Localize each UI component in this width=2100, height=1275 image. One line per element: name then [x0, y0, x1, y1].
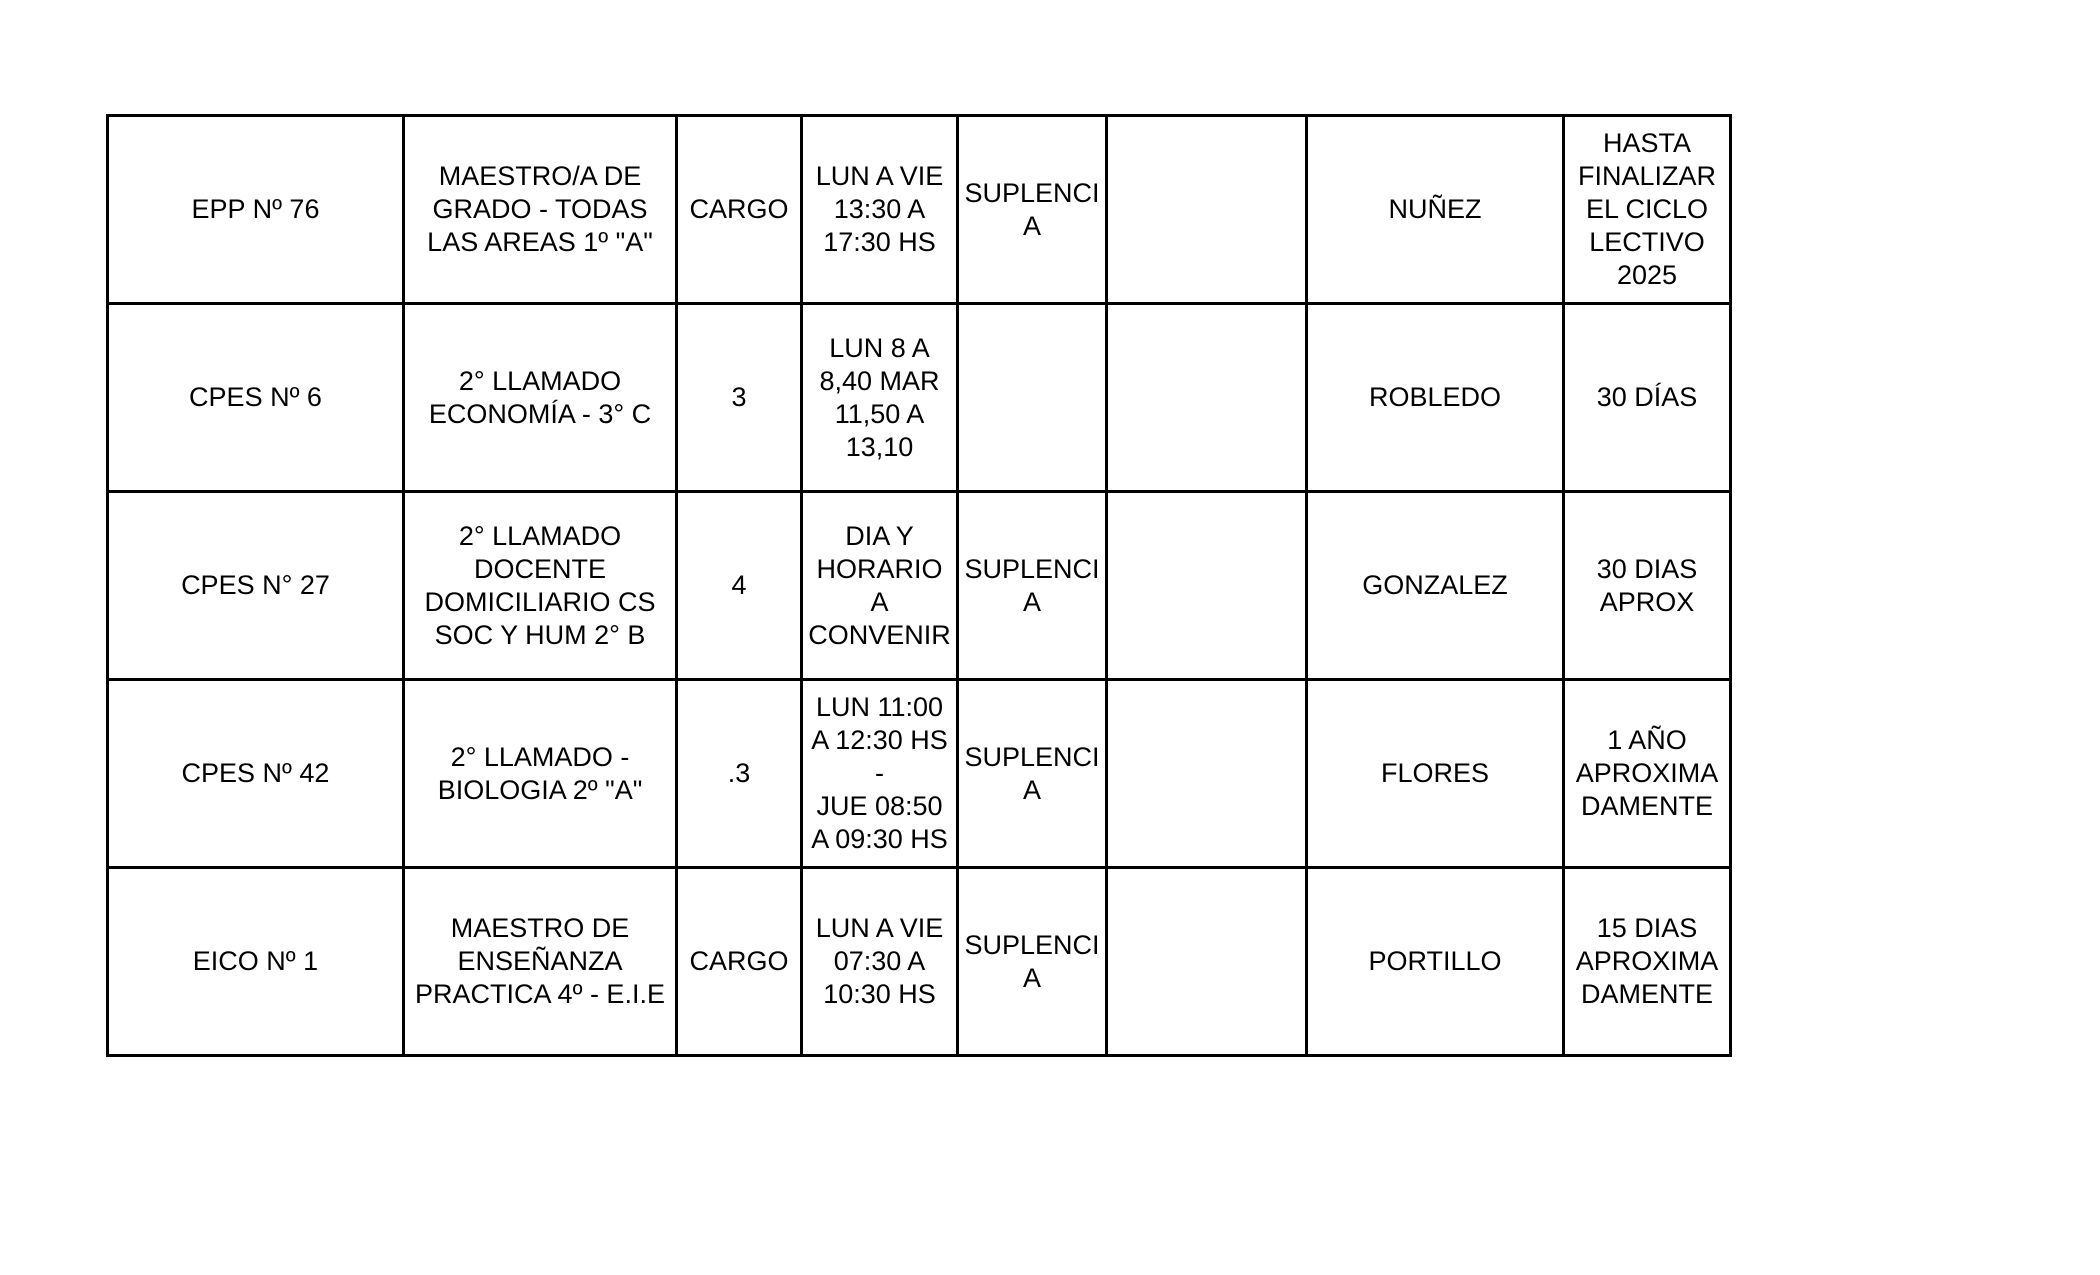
name-cell — [1307, 680, 1564, 868]
hours-text: .3 — [727, 758, 751, 788]
school-cell — [108, 492, 404, 680]
hours-text: 4 — [731, 570, 747, 600]
duration-cell — [1564, 868, 1731, 1056]
duration-text: 30 DIAS APROX — [1596, 553, 1698, 617]
position-cell — [404, 492, 677, 680]
position-cell — [404, 680, 677, 868]
hours-cell — [677, 492, 802, 680]
blank-cell — [1107, 304, 1307, 492]
duration-cell — [1564, 492, 1731, 680]
schedule-cell — [802, 304, 958, 492]
hours-cell — [677, 868, 802, 1056]
schedule-cell — [802, 116, 958, 304]
position-cell — [404, 116, 677, 304]
duration-cell — [1564, 116, 1731, 304]
school-cell — [108, 304, 404, 492]
duration-text: HASTA FINALIZAR EL CICLO LECTIVO 2025 — [1577, 128, 1717, 290]
schedule-cell — [802, 492, 958, 680]
school-text: EICO Nº 1 — [192, 946, 319, 976]
name-text: NUÑEZ — [1388, 194, 1482, 224]
duration-text: 1 AÑO APROXIMA DAMENTE — [1575, 725, 1719, 821]
duration-text: 30 DÍAS — [1596, 382, 1698, 412]
blank-cell — [1107, 492, 1307, 680]
school-text: CPES Nº 6 — [189, 382, 322, 412]
school-text: CPES N° 27 — [181, 570, 330, 600]
hours-cell — [677, 116, 802, 304]
hours-text: CARGO — [689, 946, 789, 976]
duration-text: 15 DIAS APROXIMA DAMENTE — [1575, 913, 1719, 1009]
school-cell — [108, 868, 404, 1056]
table-row — [108, 116, 1731, 304]
table-row — [108, 304, 1731, 492]
table-row — [108, 492, 1731, 680]
position-cell — [404, 304, 677, 492]
school-cell — [108, 116, 404, 304]
schedule-cell — [802, 868, 958, 1056]
blank-cell — [1107, 116, 1307, 304]
schedule-text: LUN 8 A 8,40 MAR 11,50 A 13,10 — [819, 332, 940, 462]
name-cell — [1307, 868, 1564, 1056]
type-cell — [958, 680, 1107, 868]
schedule-text: LUN A VIE 07:30 A 10:30 HS — [815, 913, 944, 1009]
school-text: EPP Nº 76 — [191, 194, 320, 224]
hours-text: 3 — [731, 382, 747, 412]
position-text: 2° LLAMADO - BIOLOGIA 2º "A" — [437, 741, 643, 805]
position-text: 2° LLAMADO ECONOMÍA - 3° C — [428, 365, 652, 429]
type-cell — [958, 116, 1107, 304]
school-cell — [108, 680, 404, 868]
table-row — [108, 868, 1731, 1056]
name-text: ROBLEDO — [1368, 382, 1502, 412]
hours-cell — [677, 680, 802, 868]
hours-cell — [677, 304, 802, 492]
position-text: MAESTRO/A DE GRADO - TODAS LAS AREAS 1º "A" — [427, 161, 653, 257]
schedule-text: LUN A VIE 13:30 A 17:30 HS — [815, 161, 944, 257]
table-row — [108, 680, 1731, 868]
name-cell — [1307, 116, 1564, 304]
type-text: SUPLENCI A — [964, 929, 1100, 993]
duration-cell — [1564, 680, 1731, 868]
type-cell — [958, 868, 1107, 1056]
name-text: GONZALEZ — [1362, 570, 1508, 600]
schedule-cell — [802, 680, 958, 868]
type-text: SUPLENCI A — [964, 553, 1100, 617]
name-text: FLORES — [1380, 758, 1490, 788]
type-cell — [958, 304, 1107, 492]
schedule-text: LUN 11:00 A 12:30 HS - JUE 08:50 A 09:30 HS — [811, 692, 948, 854]
type-text: SUPLENCI A — [964, 177, 1100, 241]
vacancies-table — [106, 114, 1732, 1057]
type-text: SUPLENCI A — [964, 741, 1100, 805]
school-text: CPES Nº 42 — [181, 758, 330, 788]
position-text: MAESTRO DE ENSEÑANZA PRACTICA 4º - E.I.E — [415, 913, 665, 1009]
type-cell — [958, 492, 1107, 680]
name-text: PORTILLO — [1368, 946, 1502, 976]
position-text: 2° LLAMADO DOCENTE DOMICILIARIO CS SOC Y HUM 2° B — [424, 520, 656, 650]
blank-cell — [1107, 680, 1307, 868]
name-cell — [1307, 304, 1564, 492]
duration-cell — [1564, 304, 1731, 492]
name-cell — [1307, 492, 1564, 680]
schedule-text: DIA Y HORARIO A CONVENIR — [808, 520, 951, 650]
hours-text: CARGO — [689, 194, 789, 224]
blank-cell — [1107, 868, 1307, 1056]
position-cell — [404, 868, 677, 1056]
